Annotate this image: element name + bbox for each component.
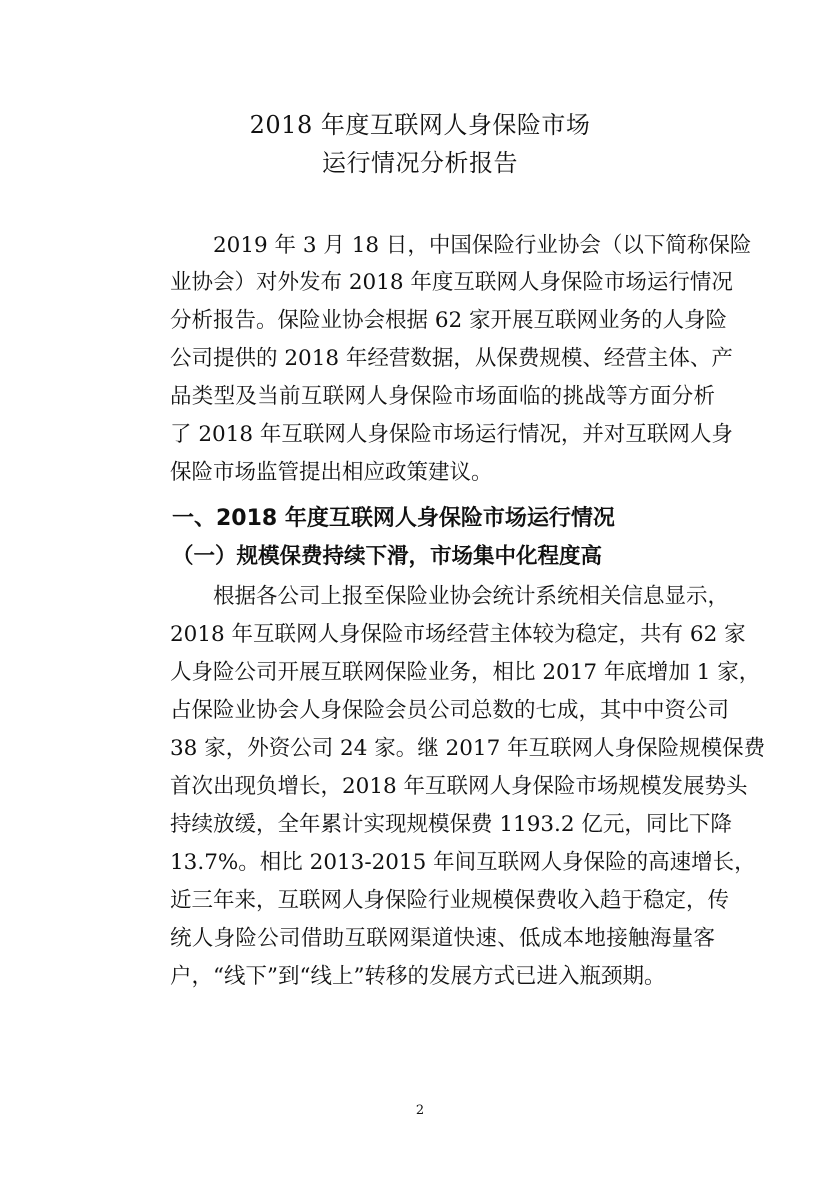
page-number: 2 <box>415 1103 425 1118</box>
paragraph2-line: 人身险公司开展互联网保险业务，相比 2017 年底增加 1 家， <box>170 660 761 685</box>
paragraph2-line: 13.7%。相比 2013-2015 年间互联网人身保险的高速增长， <box>170 850 756 875</box>
paragraph2-line: 首次出现负增长，2018 年互联网人身保险市场规模发展势头 <box>170 774 748 799</box>
document-title-line2: 运行情况分析报告 <box>322 149 518 177</box>
paragraph2-line: 2018 年互联网人身保险市场经营主体较为稳定，共有 62 家 <box>170 622 746 647</box>
paragraph2-line: 户，“线下”到“线上”转移的发展方式已进入瓶颈期。 <box>170 964 666 989</box>
paragraph2-line: 38 家，外资公司 24 家。继 2017 年互联网人身保险规模保费 <box>170 736 766 761</box>
paragraph1-line: 保险市场监管提出相应政策建议。 <box>170 460 493 485</box>
paragraph1-line: 公司提供的 2018 年经营数据，从保费规模、经营主体、产 <box>170 346 733 371</box>
paragraph2-line: 占保险业协会人身保险会员公司总数的七成，其中中资公司 <box>170 698 730 723</box>
document-title-line1: 2018 年度互联网人身保险市场 <box>249 111 591 139</box>
paragraph2-line: 近三年来，互联网人身保险行业规模保费收入趋于稳定，传 <box>170 888 730 913</box>
paragraph2-line: 根据各公司上报至保险业协会统计系统相关信息显示， <box>170 584 730 609</box>
section-heading: 一、2018 年度互联网人身保险市场运行情况 <box>172 506 615 531</box>
paragraph1-line: 分析报告。保险业协会根据 62 家开展互联网业务的人身险 <box>170 308 728 333</box>
subsection-heading: （一）规模保费持续下滑，市场集中化程度高 <box>172 544 603 569</box>
paragraph2-line: 持续放缓，全年累计实现规模保费 1193.2 亿元，同比下降 <box>170 812 732 837</box>
paragraph1-line: 品类型及当前互联网人身保险市场面临的挑战等方面分析 <box>170 384 715 409</box>
paragraph1-line: 了 2018 年互联网人身保险市场运行情况，并对互联网人身 <box>170 422 733 447</box>
paragraph1-line: 业协会）对外发布 2018 年度互联网人身保险市场运行情况 <box>170 270 733 295</box>
paragraph2-line: 统人身险公司借助互联网渠道快速、低成本地接触海量客 <box>170 926 715 951</box>
paragraph1-line: 2019 年 3 月 18 日，中国保险行业协会（以下简称保险 <box>170 233 752 258</box>
